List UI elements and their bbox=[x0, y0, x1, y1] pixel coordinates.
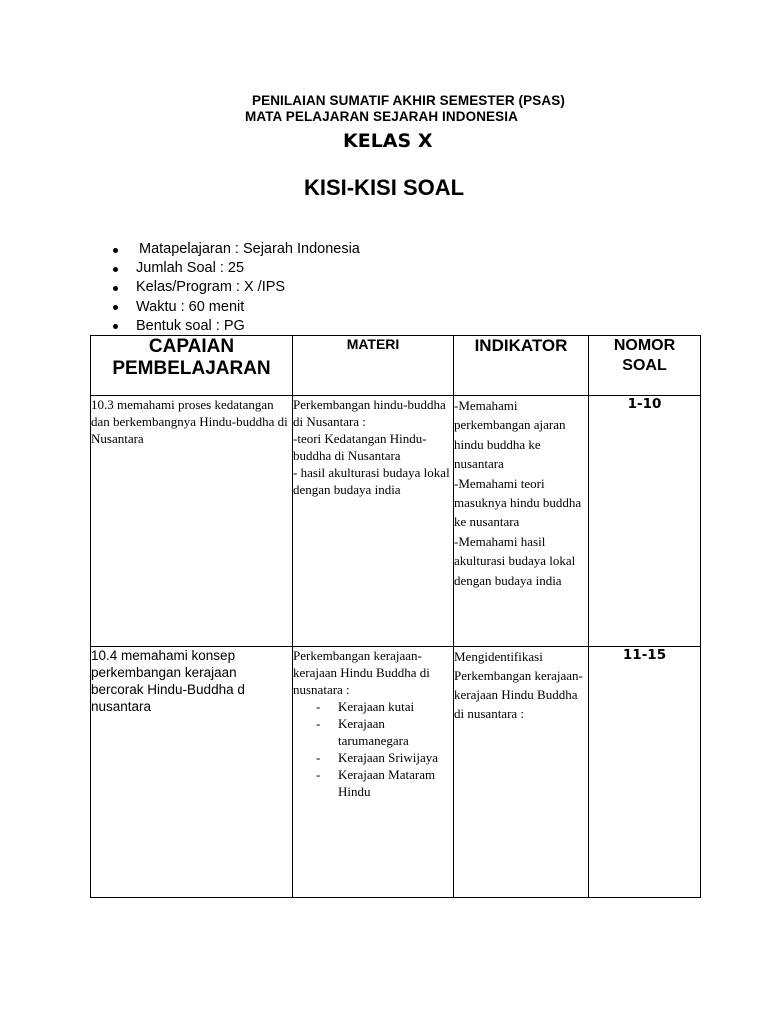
kingdom-list bbox=[293, 698, 453, 800]
list-item: - Kerajaan Mataram Hindu bbox=[316, 767, 436, 799]
info-item-question-format: Bentuk soal : PG bbox=[110, 317, 360, 336]
list-item: - Kerajaan kutai bbox=[316, 699, 415, 714]
assessment-title: PENILAIAN SUMATIF AKHIR SEMESTER (PSAS) bbox=[252, 93, 565, 108]
cell-indikator: -Memahami perkembangan ajaran hindu buddha ke nusantara -Memahami teori masuknya hindu buddha ke nusantara -Memahami hasil akulturasi budaya lokal dengan budaya india bbox=[454, 396, 589, 647]
cell-nomor-soal: 11-15 bbox=[589, 647, 701, 898]
info-item-question-count: Jumlah Soal : 25 bbox=[110, 259, 360, 278]
bullet-icon bbox=[113, 248, 118, 253]
cell-materi: Perkembangan kerajaan-kerajaan Hindu Buddha di nusnatara : - Kerajaan kutai - Kerajaan tarumanegara - Kerajaan Sriwijaya - Kerajaan Mataram Hindu bbox=[293, 647, 454, 898]
header-indikator: INDIKATOR bbox=[454, 336, 589, 396]
list-item: - Kerajaan tarumanegara bbox=[316, 716, 409, 748]
info-list bbox=[110, 240, 360, 336]
subject-title: MATA PELAJARAN SEJARAH INDONESIA bbox=[245, 109, 518, 124]
cell-indikator: Mengidentifikasi Perkembangan kerajaan-kerajaan Hindu Buddha di nusantara : bbox=[454, 647, 589, 898]
bullet-icon bbox=[113, 286, 118, 291]
bullet-icon bbox=[113, 267, 118, 272]
cell-nomor-soal: 1-10 bbox=[589, 396, 701, 647]
info-item-subject: Matapelajaran : Sejarah Indonesia bbox=[110, 240, 360, 259]
list-item: - Kerajaan Sriwijaya bbox=[316, 750, 438, 765]
info-item-class-program: Kelas/Program : X /IPS bbox=[110, 278, 360, 297]
class-title: KELAS X bbox=[343, 130, 433, 152]
cell-capaian: 10.4 memahami konsep perkembangan kerajaan bercorak Hindu-Buddha d nusantara bbox=[91, 647, 293, 898]
header-capaian: CAPAIAN PEMBELAJARAN bbox=[91, 336, 293, 396]
info-item-duration: Waktu : 60 menit bbox=[110, 298, 360, 317]
bullet-icon bbox=[113, 305, 118, 310]
table-header-row bbox=[91, 336, 701, 396]
table-row bbox=[91, 647, 701, 898]
header-materi: MATERI bbox=[293, 336, 454, 396]
header-nomor-soal: NOMOR SOAL bbox=[589, 336, 701, 396]
cell-materi: Perkembangan hindu-buddha di Nusantara : -teori Kedatangan Hindu-buddha di Nusantara - hasil akulturasi budaya lokal dengan budaya india bbox=[293, 396, 454, 647]
cell-capaian: 10.3 memahami proses kedatangan dan berkembangnya Hindu-buddha di Nusantara bbox=[91, 396, 293, 647]
kisi-kisi-table bbox=[90, 335, 701, 898]
document-title: KISI-KISI SOAL bbox=[303, 175, 465, 200]
bullet-icon bbox=[113, 324, 118, 329]
table-row bbox=[91, 396, 701, 647]
